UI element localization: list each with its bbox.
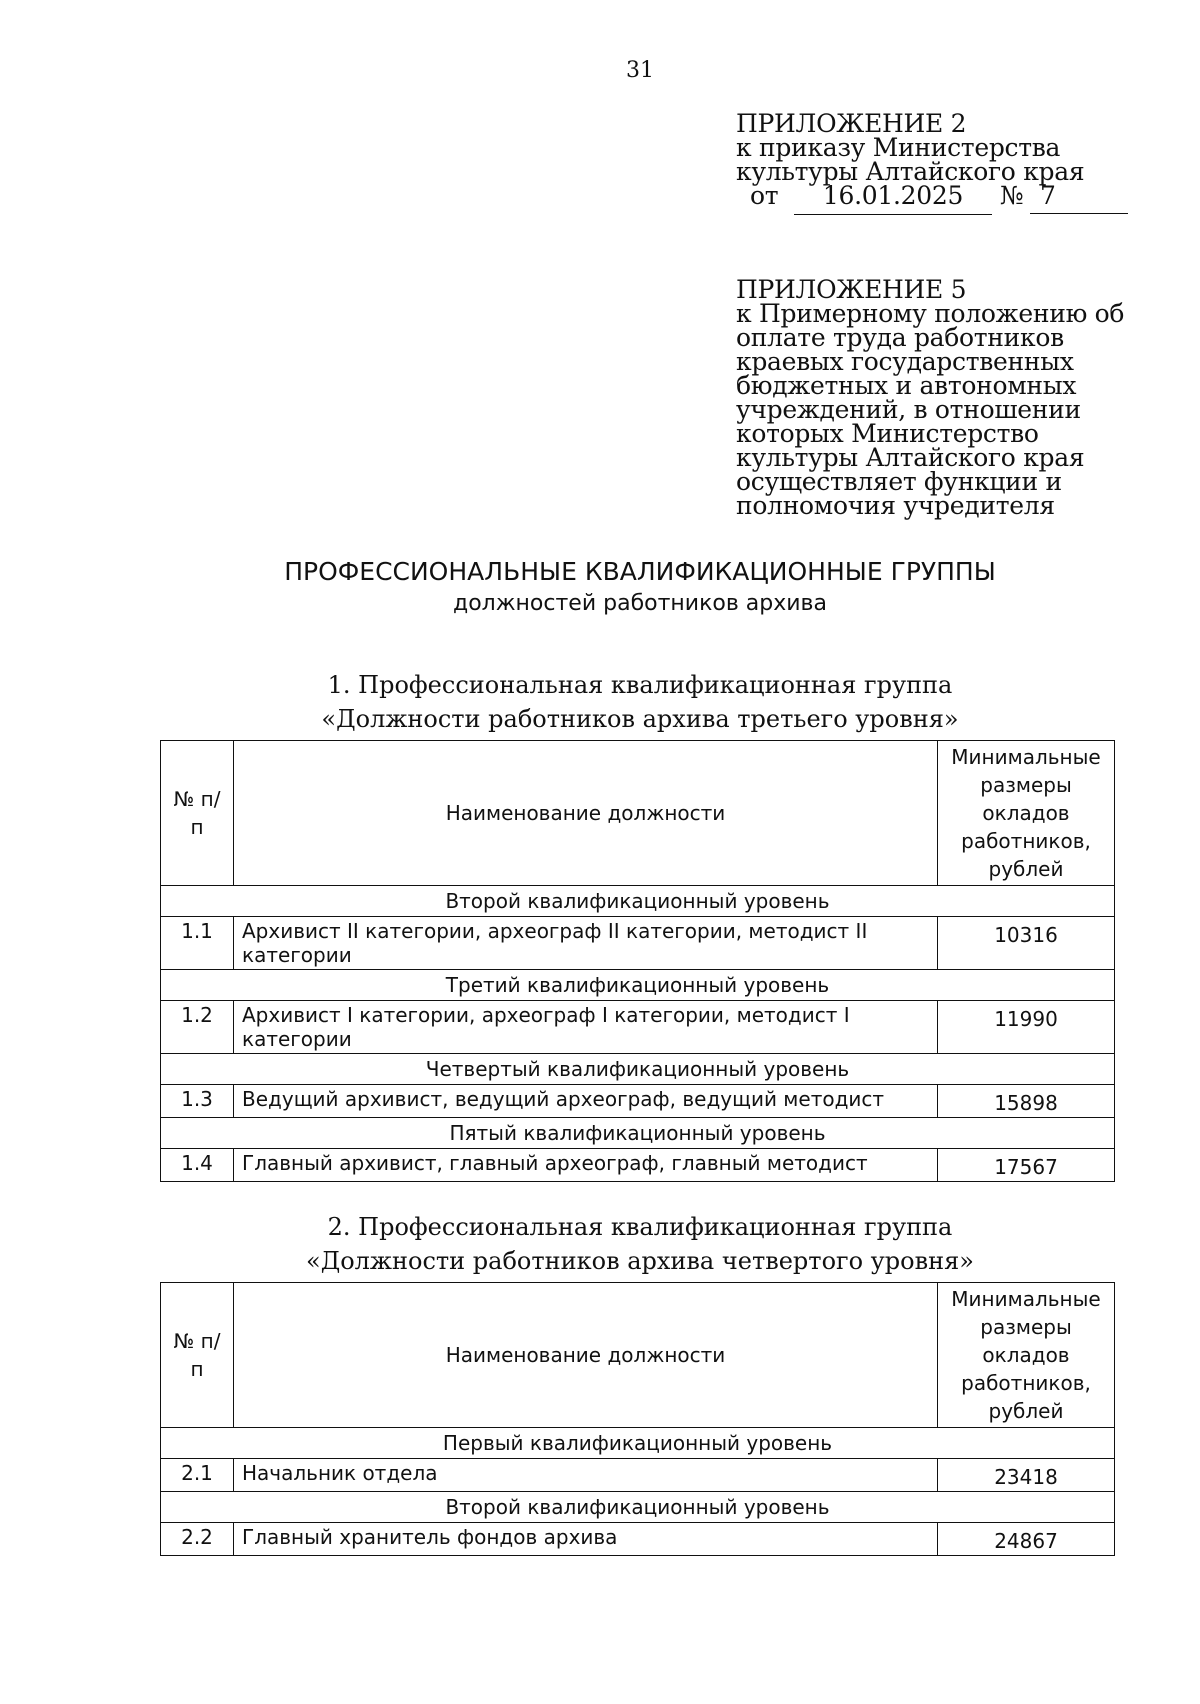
group-1-table [160, 740, 1115, 1182]
order-date-line [736, 181, 1084, 214]
table-header-row [161, 1283, 1115, 1428]
appendix-5-line: краевых государственных [736, 347, 1074, 376]
group-heading-line: 2. Профессиональная квалификационная группа [327, 1213, 953, 1241]
document-title: ПРОФЕССИОНАЛЬНЫЕ КВАЛИФИКАЦИОННЫЕ ГРУППЫ [284, 557, 996, 586]
document-subtitle: должностей работников архива [452, 591, 828, 616]
header-salary: Минимальные размеры окладов работников, рублей [938, 1283, 1115, 1428]
row-position-name: Начальник отдела [234, 1459, 938, 1492]
group-2-heading [0, 1210, 1200, 1278]
header-salary: Минимальные размеры окладов работников, рублей [938, 741, 1115, 886]
appendix-5-title: ПРИЛОЖЕНИЕ 5 [736, 275, 967, 304]
table-row [161, 1523, 1115, 1556]
group-heading-line: «Должности работников архива третьего уровня» [321, 705, 959, 733]
group-heading-line: 1. Профессиональная квалификационная группа [327, 671, 953, 699]
row-position-name: Главный хранитель фондов архива [234, 1523, 938, 1556]
appendix-5-line: учреждений, в отношении [736, 395, 1081, 424]
appendix-5-block [736, 275, 1125, 520]
table-row [161, 1001, 1115, 1054]
level-row [161, 1054, 1115, 1085]
appendix-5-line: которых Министерство [736, 419, 1039, 448]
appendix-2-block [736, 109, 1085, 214]
order-number: 7 [1030, 184, 1128, 214]
level-row [161, 1428, 1115, 1459]
row-number: 1.4 [161, 1149, 234, 1182]
table-row [161, 1085, 1115, 1118]
appendix-2-line: к приказу Министерства [736, 133, 1061, 162]
page-number: 31 [626, 58, 654, 83]
level-label: Второй квалификационный уровень [161, 1492, 1115, 1523]
header-num: № п/п [161, 741, 234, 886]
table-row [161, 917, 1115, 970]
row-position-name: Архивист II категории, археограф II категории, методист II категории [234, 917, 938, 970]
row-salary: 23418 [938, 1459, 1115, 1492]
row-number: 1.2 [161, 1001, 234, 1054]
appendix-5-line: осуществляет функции и [736, 467, 1062, 496]
level-row [161, 886, 1115, 917]
row-salary: 17567 [938, 1149, 1115, 1182]
level-row [161, 970, 1115, 1001]
table-row [161, 1459, 1115, 1492]
appendix-5-line: к Примерному положению об [736, 299, 1125, 328]
row-salary: 24867 [938, 1523, 1115, 1556]
row-position-name: Главный архивист, главный археограф, главный методист [234, 1149, 938, 1182]
date-prefix: от [750, 181, 779, 210]
level-label: Третий квалификационный уровень [161, 970, 1115, 1001]
level-row [161, 1118, 1115, 1149]
level-label: Четвертый квалификационный уровень [161, 1054, 1115, 1085]
document-title-block [0, 556, 1200, 620]
row-number: 1.3 [161, 1085, 234, 1118]
level-row [161, 1492, 1115, 1523]
number-sign: № [1000, 181, 1024, 210]
row-position-name: Архивист I категории, археограф I категории, методист I категории [234, 1001, 938, 1054]
group-2-table [160, 1282, 1115, 1556]
table-row [161, 1149, 1115, 1182]
appendix-5-line: культуры Алтайского края [736, 443, 1085, 472]
header-name: Наименование должности [234, 741, 938, 886]
row-salary: 15898 [938, 1085, 1115, 1118]
group-heading-line: «Должности работников архива четвертого уровня» [306, 1247, 974, 1275]
table-header-row [161, 741, 1115, 886]
appendix-5-line: оплате труда работников [736, 323, 1064, 352]
row-number: 1.1 [161, 917, 234, 970]
level-label: Пятый квалификационный уровень [161, 1118, 1115, 1149]
appendix-5-line: бюджетных и автономных [736, 371, 1077, 400]
order-date: 16.01.2025 [794, 184, 992, 215]
header-num: № п/п [161, 1283, 234, 1428]
level-label: Первый квалификационный уровень [161, 1428, 1115, 1459]
appendix-5-line: полномочия учредителя [736, 491, 1055, 520]
appendix-2-line: культуры Алтайского края [736, 157, 1085, 186]
group-1-heading [0, 668, 1200, 736]
header-name: Наименование должности [234, 1283, 938, 1428]
row-number: 2.2 [161, 1523, 234, 1556]
row-number: 2.1 [161, 1459, 234, 1492]
level-label: Второй квалификационный уровень [161, 886, 1115, 917]
appendix-2-title: ПРИЛОЖЕНИЕ 2 [736, 109, 967, 138]
row-salary: 10316 [938, 917, 1115, 970]
row-salary: 11990 [938, 1001, 1115, 1054]
row-position-name: Ведущий архивист, ведущий археограф, ведущий методист [234, 1085, 938, 1118]
